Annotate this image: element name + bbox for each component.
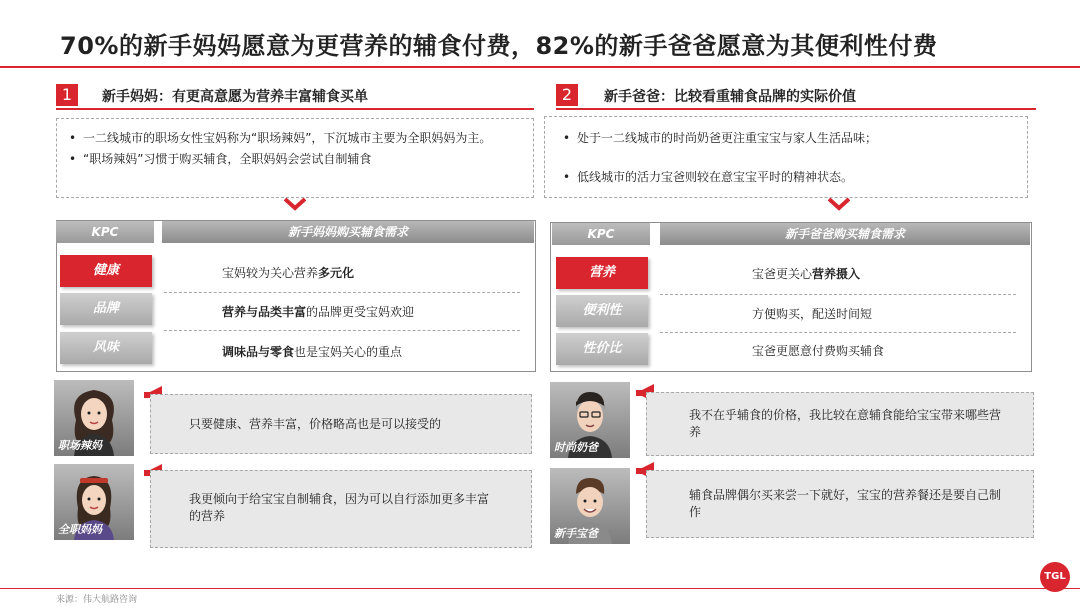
section-heading-1: 新手妈妈：有更高意愿为营养丰富辅食买单	[102, 89, 368, 105]
source-note: 来源：伟大航路咨询	[56, 595, 138, 605]
row-divider	[660, 294, 1016, 295]
need-text: 宝爸更愿意付费购买辅食	[752, 344, 885, 358]
new-dad-avatar-icon	[550, 468, 630, 544]
persona-label: 职场辣妈	[58, 439, 102, 452]
kpc-cell-flavor: 风味	[60, 332, 152, 364]
fulltime-mom-avatar-icon	[54, 464, 134, 540]
title-divider	[0, 66, 1080, 68]
kpc-header-2: KPC	[552, 223, 650, 245]
persona-label: 时尚奶爸	[554, 441, 598, 454]
career-mom-avatar-icon	[54, 380, 134, 456]
row-divider	[164, 292, 520, 293]
bullet-item: • 低线城市的活力宝爸则较在意宝宝平时的精神状态。	[561, 169, 1015, 186]
section-divider-1	[56, 108, 534, 110]
bullet-box-2	[544, 116, 1028, 198]
section-number-2: 2	[556, 84, 578, 106]
footer-divider	[0, 588, 1080, 589]
quote-box	[646, 470, 1034, 538]
persona-label: 新手宝爸	[554, 527, 598, 540]
row-divider	[164, 330, 520, 331]
need-text: 调味品与零食也是宝妈关心的重点	[222, 345, 403, 359]
kpc-cell-convenience: 便利性	[556, 295, 648, 327]
kpc-cell-value: 性价比	[556, 333, 648, 365]
bullet-item: • 处于一二线城市的时尚奶爸更注重宝宝与家人生活品味；	[561, 130, 1015, 147]
page-title: 70%的新手妈妈愿意为更营养的辅食付费，82%的新手爸爸愿意为其便利性付费	[60, 32, 938, 60]
kpc-cell-nutrition: 营养	[556, 257, 648, 289]
chevron-down-icon	[828, 198, 850, 212]
quote-text: 只要健康、营养丰富，价格略高也是可以接受的	[189, 417, 442, 431]
section-heading-2: 新手爸爸：比较看重辅食品牌的实际价值	[604, 89, 856, 105]
needs-header-1: 新手妈妈购买辅食需求	[162, 221, 534, 243]
need-text: 方便购买，配送时间短	[752, 307, 873, 321]
bullet-box-1	[56, 118, 534, 198]
quote-box	[150, 470, 532, 548]
need-text: 宝爸更关心营养摄入	[752, 267, 861, 281]
need-text: 宝妈较为关心营养多元化	[222, 266, 355, 280]
need-text: 营养与品类丰富的品牌更受宝妈欢迎	[222, 305, 415, 319]
section-divider-2	[556, 108, 1036, 110]
chevron-down-icon	[284, 198, 306, 212]
kpc-cell-health: 健康	[60, 255, 152, 287]
kpc-header-1: KPC	[56, 221, 154, 243]
quote-text: 我不在乎辅食的价格，我比较在意辅食能给宝宝带来哪些营养	[689, 408, 1002, 439]
quote-text: 我更倾向于给宝宝自制辅食，因为可以自行添加更多丰富的营养	[189, 492, 490, 523]
bullet-item: • 一二线城市的职场女性宝妈称为“职场辣妈”，下沉城市主要为全职妈妈为主。	[67, 130, 521, 147]
bullet-item: • “职场辣妈”习惯于购买辅食，全职妈妈会尝试自制辅食	[67, 151, 521, 168]
fashion-dad-avatar-icon	[550, 382, 630, 458]
quote-box	[646, 392, 1034, 456]
kpc-cell-brand: 品牌	[60, 293, 152, 325]
quote-box	[150, 394, 532, 454]
row-divider	[660, 332, 1016, 333]
needs-header-2: 新手爸爸购买辅食需求	[660, 223, 1030, 245]
quote-text: 辅食品牌偶尔买来尝一下就好，宝宝的营养餐还是要自己制作	[689, 488, 1002, 519]
section-number-1: 1	[56, 84, 78, 106]
logo: TGL	[1040, 562, 1070, 592]
persona-label: 全职妈妈	[58, 523, 102, 536]
